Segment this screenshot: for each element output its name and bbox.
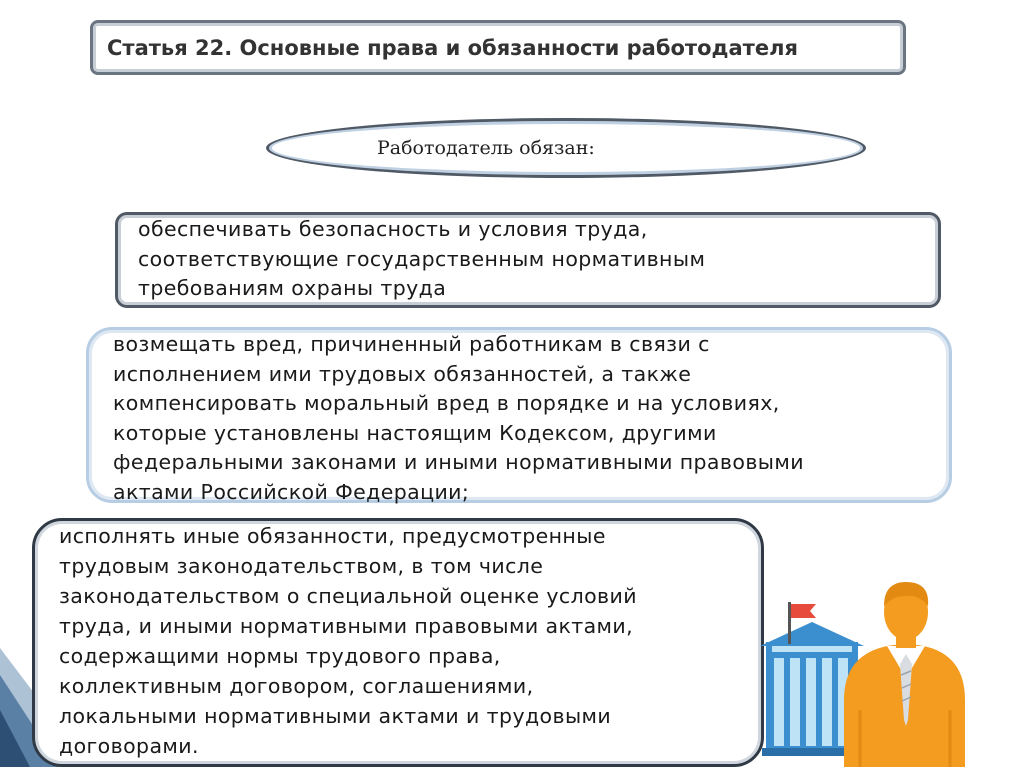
- subtitle-oval: [266, 118, 866, 178]
- duty-text-3: исполнять иные обязанности, предусмотренные трудовым законодательством, в том числе законодательством о специальной оценке условий труда, и иными нормативными правовыми актами, содержащими нормы трудового права, коллективным договором, соглашениями, локальными нормативными актами и трудовыми договорами.: [59, 524, 637, 758]
- title-box: [90, 20, 906, 75]
- duty-box-3: [32, 518, 764, 767]
- duty-box-1: [115, 212, 941, 308]
- duty-text-2: возмещать вред, причиненный работникам в связи с исполнением ими трудовых обязанностей, а также компенсировать моральный вред в порядке и на условиях, которые установлены настоящим Кодексом, другими федеральными законами и иными нормативными правовыми актами Российской Федерации;: [113, 332, 804, 504]
- employer-illustration: [760, 580, 965, 767]
- businessman-icon: [844, 582, 965, 767]
- duty-box-2: [86, 327, 952, 503]
- page-title: Статья 22. Основные права и обязанности работодателя: [107, 35, 798, 60]
- duty-text-1: обеспечивать безопасность и условия труда, соответствующие государственным нормативным требованиям охраны труда: [138, 217, 706, 300]
- subtitle-text: Работодатель обязан:: [377, 137, 595, 159]
